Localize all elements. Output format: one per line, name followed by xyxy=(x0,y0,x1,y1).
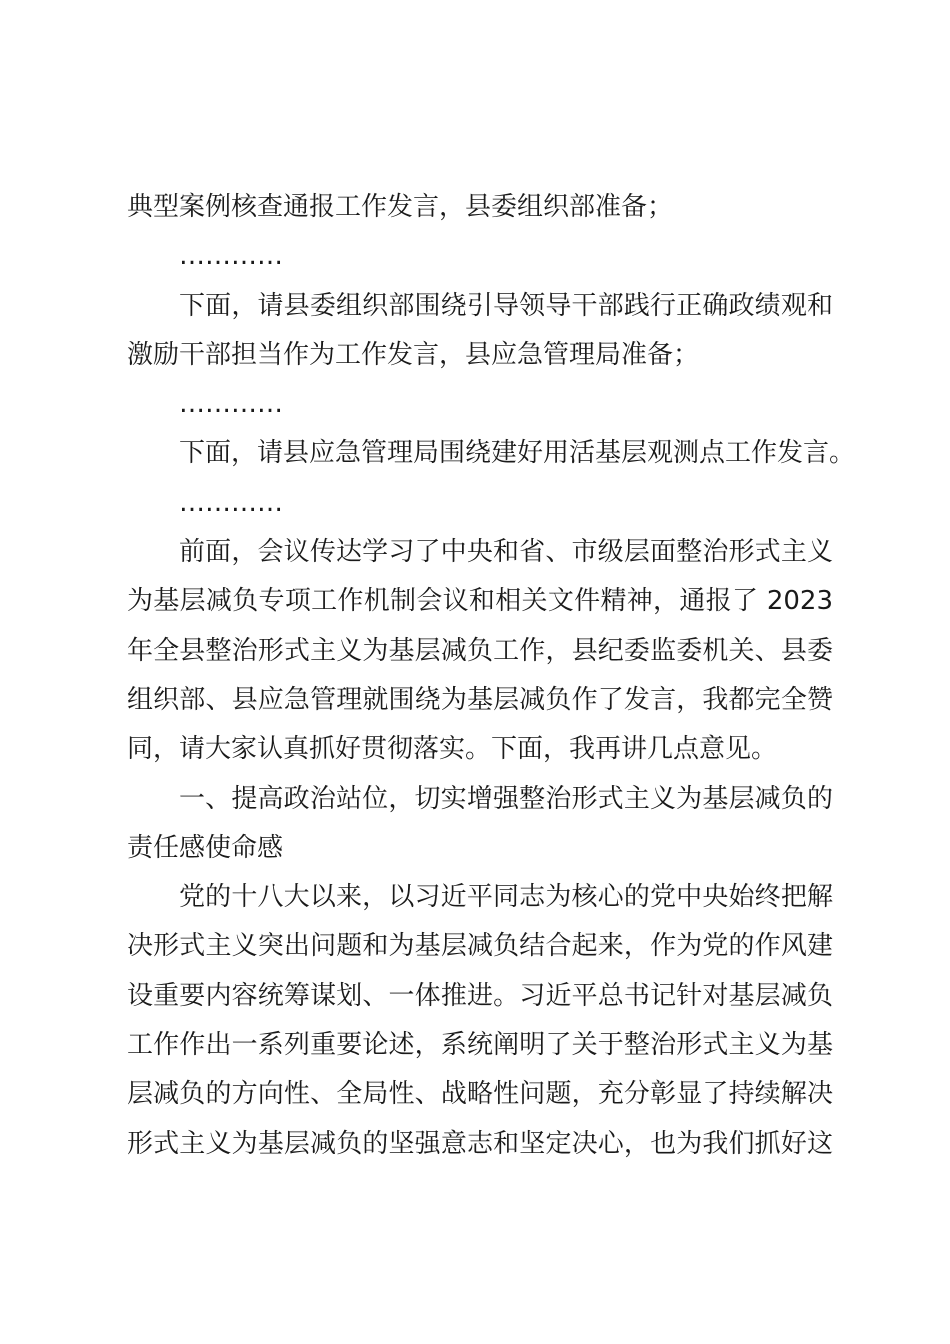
document-body xyxy=(127,183,856,1169)
text-line: 同，请大家认真抓好贯彻落实。下面，我再讲几点意见。 xyxy=(127,734,778,765)
text-line: 层减负的方向性、全局性、战略性问题，充分彰显了持续解决 xyxy=(127,1079,833,1110)
text-line: 下面，请县委组织部围绕引导领导干部践行正确政绩观和 xyxy=(179,290,833,321)
text-line: 形式主义为基层减负的坚强意志和坚定决心，也为我们抓好这 xyxy=(127,1128,833,1159)
section-heading-line: 责任感使命感 xyxy=(127,832,284,863)
text-line: 典型案例核查通报工作发言，县委组织部准备； xyxy=(127,192,674,222)
text-line: 设重要内容统筹谋划、一体推进。习近平总书记针对基层减负 xyxy=(127,980,833,1011)
ellipsis-line: ………… xyxy=(179,241,283,272)
text-line: 年全县整治形式主义为基层减负工作，县纪委监委机关、县委 xyxy=(127,635,833,666)
ellipsis-line: ………… xyxy=(179,487,283,518)
text-line: 激励干部担当作为工作发言，县应急管理局准备； xyxy=(127,339,700,370)
text-line: 为基层减负专项工作机制会议和相关文件精神，通报了 2023 xyxy=(127,586,833,617)
text-line: 组织部、县应急管理就围绕为基层减负作了发言，我都完全赞 xyxy=(127,684,833,715)
text-line: 决形式主义突出问题和为基层减负结合起来，作为党的作风建 xyxy=(127,931,833,962)
text-line: 下面，请县应急管理局围绕建好用活基层观测点工作发言。 xyxy=(179,438,856,469)
section-heading-line: 一、提高政治站位，切实增强整治形式主义为基层减负的 xyxy=(179,783,833,814)
text-line: 工作作出一系列重要论述，系统阐明了关于整治形式主义为基 xyxy=(127,1030,833,1061)
text-line: 党的十八大以来，以习近平同志为核心的党中央始终把解 xyxy=(179,882,833,913)
ellipsis-line: ………… xyxy=(179,389,283,420)
text-line: 前面，会议传达学习了中央和省、市级层面整治形式主义 xyxy=(179,537,833,568)
